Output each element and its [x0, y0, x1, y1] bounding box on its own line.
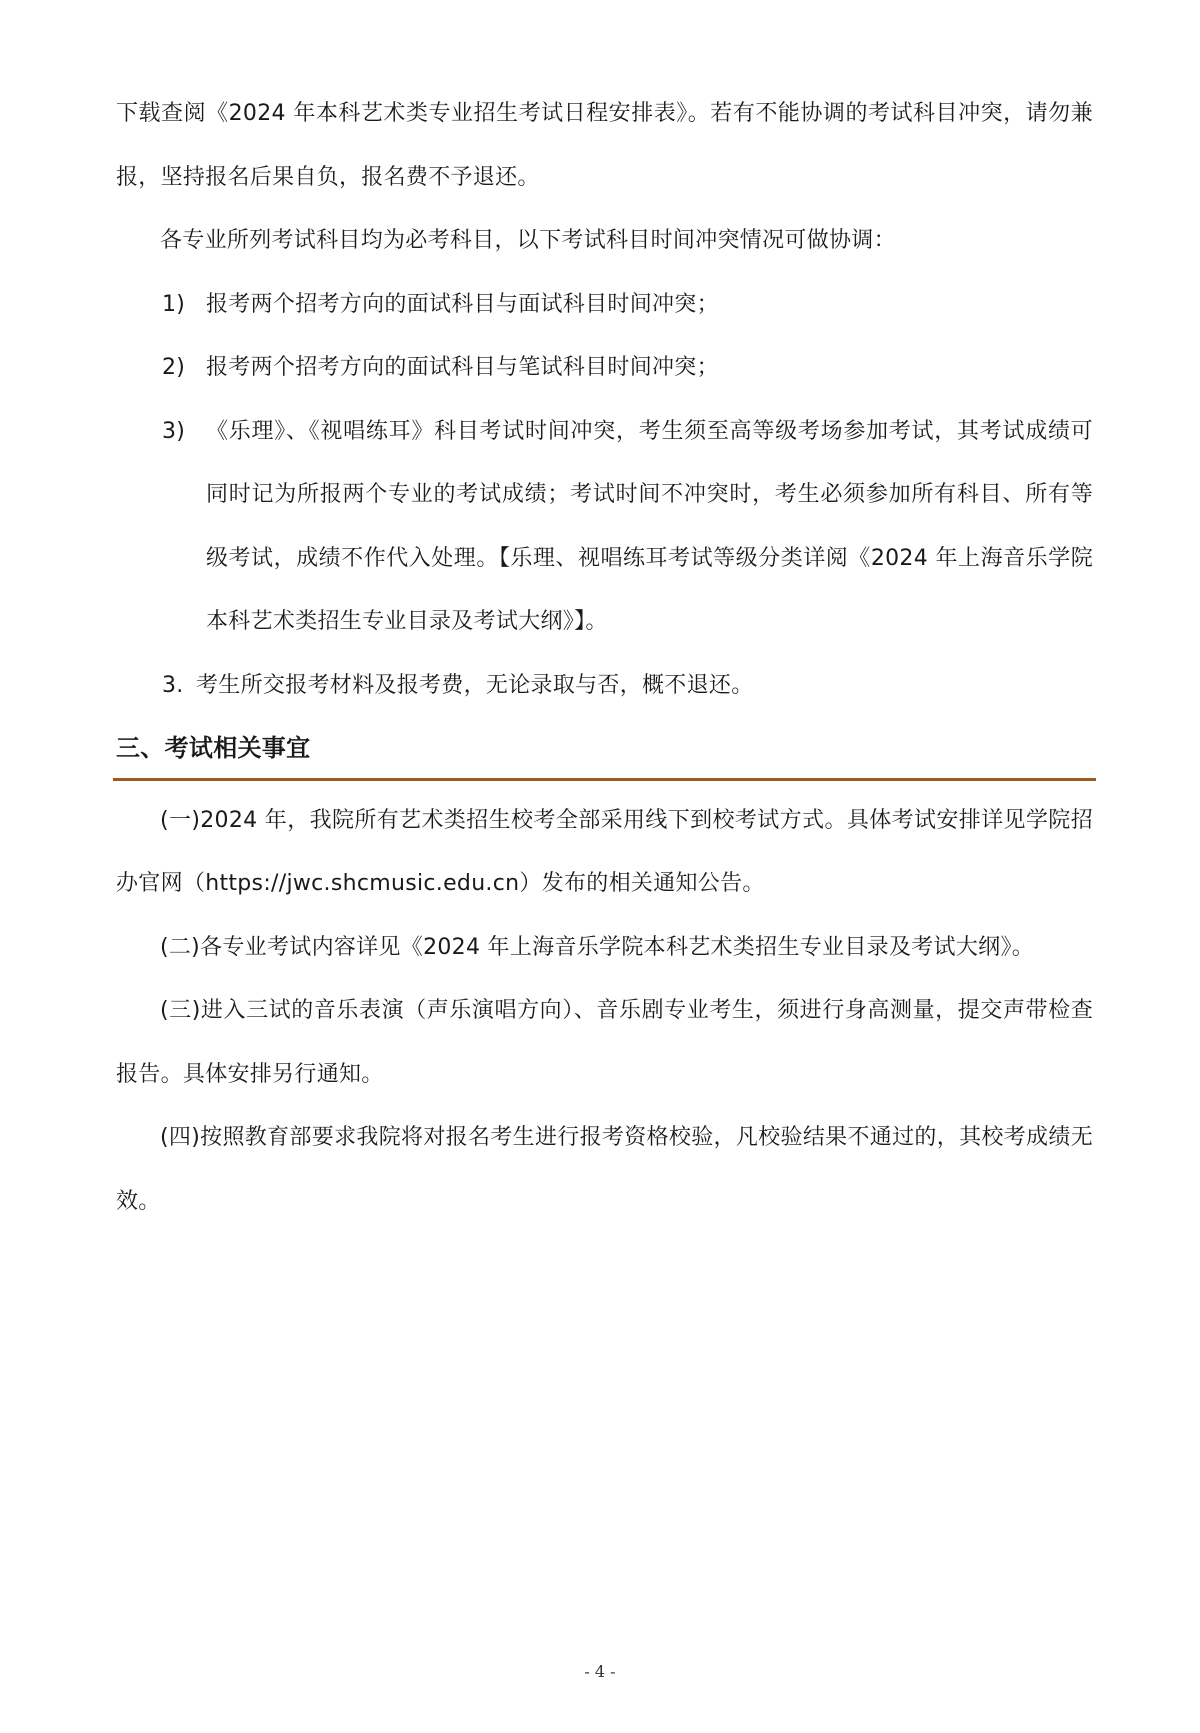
list-item-text: 《乐理》、《视唱练耳》科目考试时间冲突，考生须至高等级考场参加考试，其考试成绩可同时记为所报两个专业的考试成绩；考试时间不冲突时，考生必须参加所有科目、所有等级考试，成绩不作代入处理。【乐理、视唱练耳考试等级分类详阅《2024 年上海音乐学院本科艺术类招生专业目录及考试大纲》】。	[206, 418, 1093, 634]
section-heading	[116, 717, 1093, 781]
list-item	[116, 273, 1093, 337]
sub-item-4: (四)按照教育部要求我院将对报名考生进行报考资格校验，凡校验结果不通过的，其校考成绩无效。	[116, 1125, 1093, 1214]
sub-item-2: (二)各专业考试内容详见《2024 年上海音乐学院本科艺术类招生专业目录及考试大纲》。	[160, 934, 1035, 960]
section-title: 三、考试相关事宜	[116, 734, 311, 762]
list-item-number: 2)	[162, 355, 186, 380]
page-number: - 4 -	[584, 1662, 616, 1681]
sub-item-3: (三)进入三试的音乐表演（声乐演唱方向）、音乐剧专业考生，须进行身高测量，提交声带检查报告。具体安排另行通知。	[116, 998, 1093, 1087]
list-item-text: 报考两个招考方向的面试科目与面试科目时间冲突；	[206, 291, 719, 317]
document-body	[116, 82, 1093, 1233]
continuation-paragraph: 下载查阅《2024 年本科艺术类专业招生考试日程安排表》。若有不能协调的考试科目冲突，请勿兼报，坚持报名后果自负，报名费不予退还。	[116, 101, 1093, 190]
point-three	[116, 654, 1093, 718]
sub-item-1: (一)2024 年，我院所有艺术类招生校考全部采用线下到校考试方式。具体考试安排详见学院招办官网（https://jwc.shcmusic.edu.cn）发布的相关通知公告。	[116, 807, 1093, 896]
list-item-number: 1)	[162, 291, 186, 317]
list-item	[116, 336, 1093, 400]
list-item-number: 3)	[162, 418, 186, 444]
list-item	[116, 400, 1093, 654]
point-three-number: 3.	[162, 672, 184, 698]
list-item-text: 报考两个招考方向的面试科目与笔试科目时间冲突；	[206, 355, 719, 380]
point-three-text: 考生所交报考材料及报考费，无论录取与否，概不退还。	[196, 672, 754, 698]
section-divider	[113, 778, 1096, 781]
required-subjects-paragraph: 各专业所列考试科目均为必考科目，以下考试科目时间冲突情况可做协调：	[160, 228, 896, 253]
